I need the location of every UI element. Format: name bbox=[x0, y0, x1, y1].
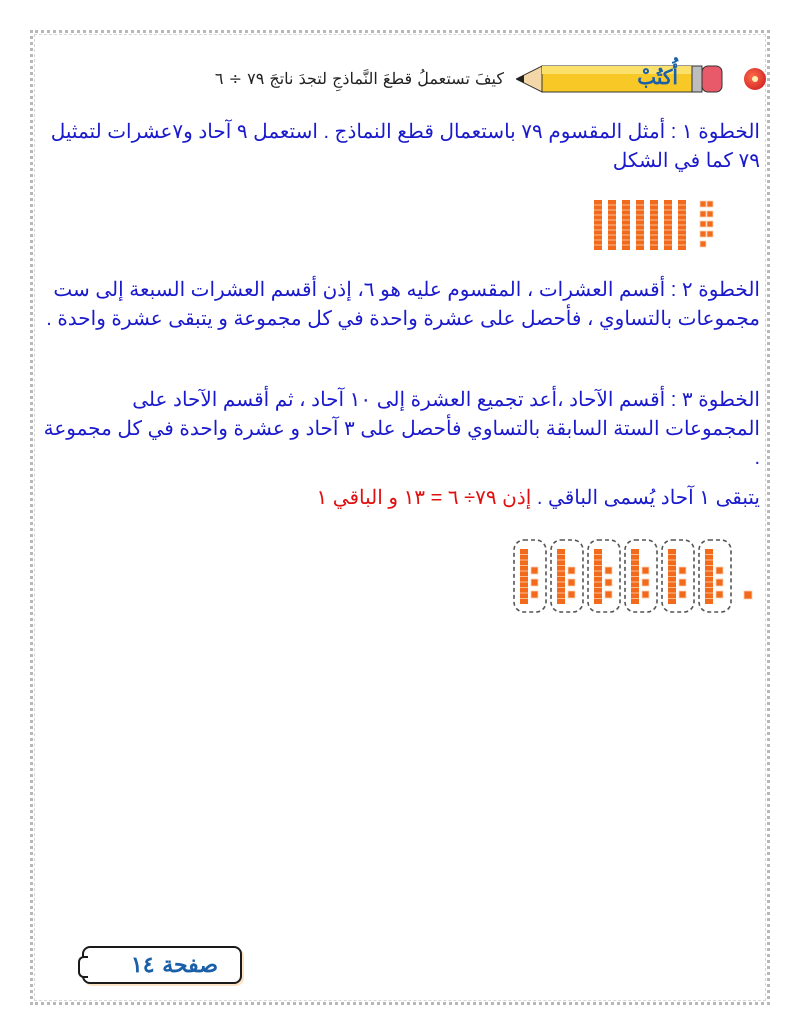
ten-rod bbox=[520, 549, 528, 604]
group-outline bbox=[588, 540, 620, 612]
ten-rod bbox=[594, 549, 602, 604]
one-cube bbox=[700, 221, 706, 227]
one-cube bbox=[642, 591, 649, 598]
page-border-inner bbox=[34, 34, 766, 1001]
ten-rod bbox=[664, 200, 672, 250]
one-cube bbox=[531, 567, 538, 574]
one-cube bbox=[531, 591, 538, 598]
one-cube bbox=[679, 579, 686, 586]
ten-rod bbox=[636, 200, 644, 250]
one-cube bbox=[716, 591, 723, 598]
question-header bbox=[120, 62, 766, 98]
one-cube bbox=[707, 231, 713, 237]
one-cube bbox=[642, 579, 649, 586]
one-cube bbox=[707, 221, 713, 227]
one-cube bbox=[531, 579, 538, 586]
step-3-text: الخطوة ٣ : أقسم الآحاد ،أعد تجميع العشرة إلى ١٠ آحاد ، ثم أقسم الآحاد على المجموعات الستة السابقة بالتساوي فأحصل على ٣ آحاد و عشرة واحدة في كل مجموعة . bbox=[43, 389, 760, 469]
one-cube bbox=[568, 579, 575, 586]
question-bullet-icon bbox=[744, 68, 766, 90]
group-outline bbox=[551, 540, 583, 612]
one-cube bbox=[605, 591, 612, 598]
remainder-line bbox=[40, 484, 760, 513]
one-cube bbox=[679, 567, 686, 574]
ten-rod bbox=[631, 549, 639, 604]
ten-rod bbox=[650, 200, 658, 250]
one-cube bbox=[707, 211, 713, 217]
division-result: إذن ٧٩÷ ٦ = ١٣ و الباقي ١ bbox=[316, 487, 532, 509]
one-cube bbox=[605, 579, 612, 586]
tens-ones-model-figure bbox=[588, 198, 758, 252]
group-outline bbox=[662, 540, 694, 612]
page-number-box bbox=[82, 946, 242, 984]
page-tab-decoration bbox=[78, 956, 88, 978]
pencil-icon bbox=[516, 62, 726, 96]
one-cube bbox=[700, 241, 706, 247]
one-cube bbox=[716, 567, 723, 574]
one-cube bbox=[605, 567, 612, 574]
one-cube bbox=[679, 591, 686, 598]
ten-rod bbox=[622, 200, 630, 250]
one-cube bbox=[707, 201, 713, 207]
ten-rod bbox=[557, 549, 565, 604]
ten-rod bbox=[668, 549, 676, 604]
ten-rod bbox=[705, 549, 713, 604]
page-number: صفحة ١٤ bbox=[130, 952, 218, 978]
step-1-text: الخطوة ١ : أمثل المقسوم ٧٩ باستعمال قطع النماذج . استعمل ٩ آحاد و٧عشرات لتمثيل ٧٩ كما في الشكل bbox=[50, 121, 760, 172]
question-text: كيفَ تستعملُ قطعَ النَّماذجِ لتجدَ ناتجَ ٧٩ ÷ ٦ bbox=[214, 69, 504, 88]
remainder-note: يتبقى ١ آحاد يُسمى الباقي . bbox=[536, 487, 760, 509]
group-outline bbox=[699, 540, 731, 612]
one-cube bbox=[700, 201, 706, 207]
ten-rod bbox=[608, 200, 616, 250]
one-cube bbox=[568, 591, 575, 598]
one-cube bbox=[700, 231, 706, 237]
ten-rod bbox=[678, 200, 686, 250]
step-2-text: الخطوة ٢ : أقسم العشرات ، المقسوم عليه هو ٦، إذن أقسم العشرات السبعة إلى ست مجموعات بالتساوي ، فأحصل على عشرة واحدة في كل مجموعة و يتبقى عشرة واحدة . bbox=[46, 279, 760, 330]
one-cube bbox=[716, 579, 723, 586]
one-cube bbox=[568, 567, 575, 574]
one-cube bbox=[642, 567, 649, 574]
grouped-model-figure bbox=[512, 537, 760, 615]
group-outline bbox=[625, 540, 657, 612]
one-cube bbox=[744, 591, 752, 599]
group-outline bbox=[514, 540, 546, 612]
pencil-label: أُكتُبْ bbox=[637, 65, 678, 89]
ten-rod bbox=[594, 200, 602, 250]
one-cube bbox=[700, 211, 706, 217]
